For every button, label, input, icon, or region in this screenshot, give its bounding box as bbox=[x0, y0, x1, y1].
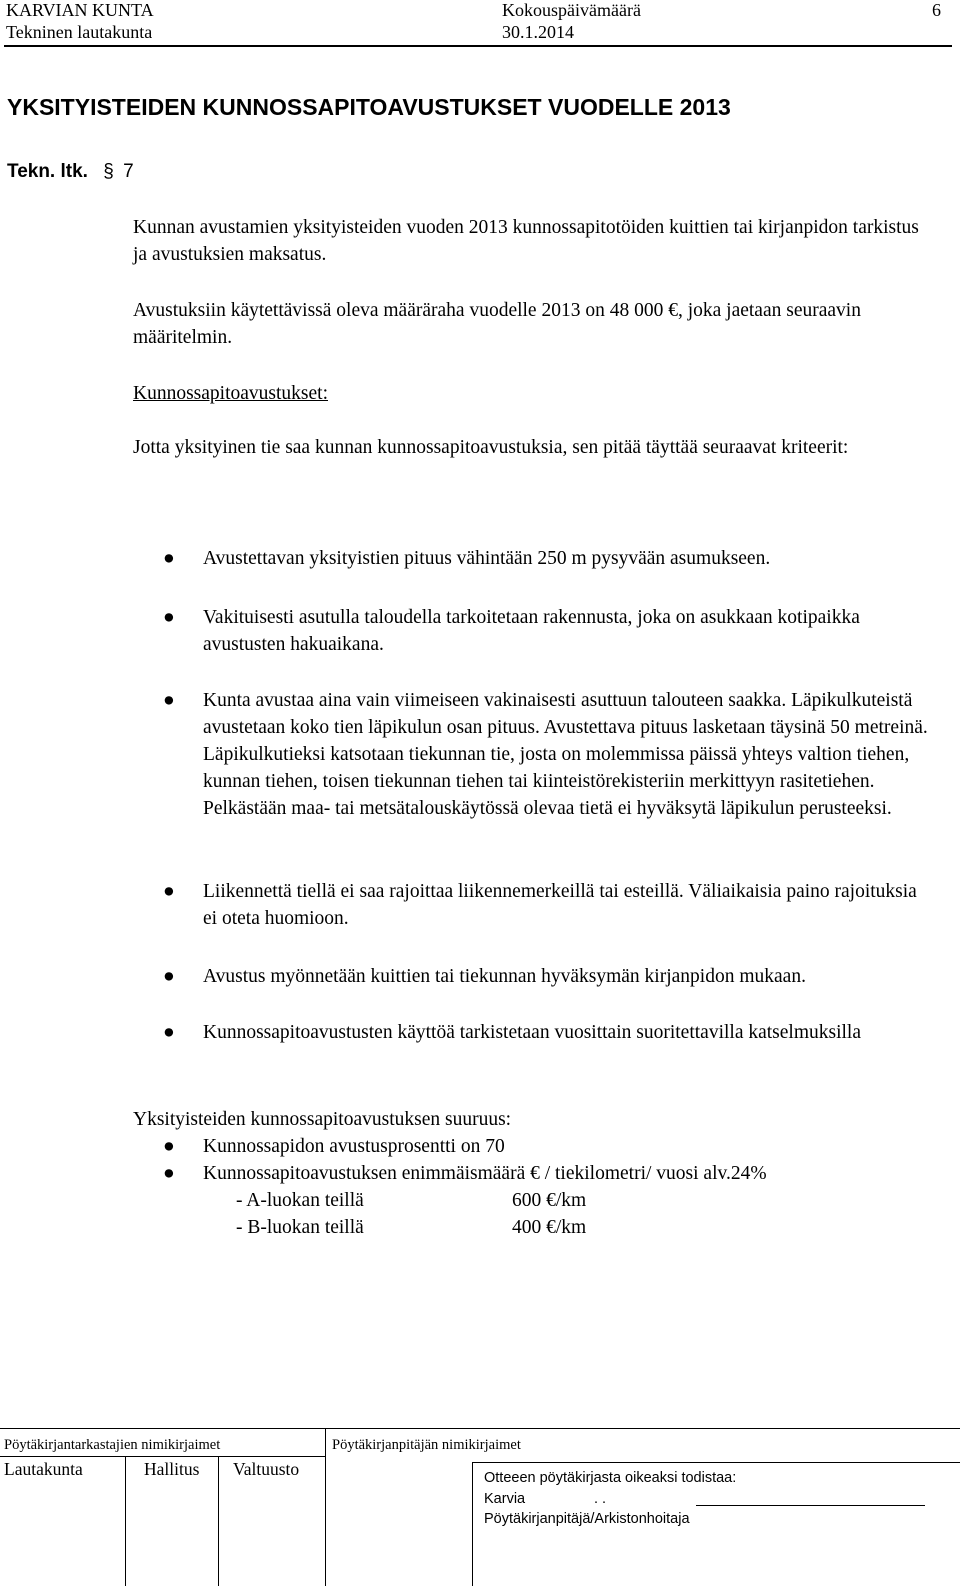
board-hallitus: Hallitus bbox=[144, 1459, 200, 1479]
subheading-maintenance: Kunnossapitoavustukset: bbox=[133, 383, 328, 404]
criteria-list bbox=[163, 1019, 933, 1046]
criteria-list bbox=[163, 604, 933, 658]
rate-a-label: - A-luokan teillä bbox=[236, 1190, 364, 1211]
footer-divider bbox=[325, 1428, 326, 1586]
place-text: Karvia bbox=[484, 1491, 526, 1507]
section-label: Tekn. ltk. bbox=[7, 161, 88, 182]
footer-col-line bbox=[218, 1456, 219, 1586]
page-title: YKSITYISTEIDEN KUNNOSSAPITOAVUSTUKSET VUODELLE 2013 bbox=[7, 94, 731, 120]
meeting-date: 30.1.2014 bbox=[502, 22, 574, 42]
budget-paragraph: Avustuksiin käytettävissä oleva määräraha vuodelle 2013 on 48 000 €, joka jaetaan seuraavin määritelmin. bbox=[133, 300, 861, 348]
criteria-list bbox=[163, 878, 933, 932]
rate-b-label: - B-luokan teillä bbox=[236, 1217, 364, 1238]
committee-name: Tekninen lautakunta bbox=[6, 22, 153, 42]
certify-box-top bbox=[472, 1462, 960, 1463]
list-item: ● Kunta avustaa aina vain viimeiseen vakinaisesti asuttuun talouteen saakka. Läpikulkuteistä avustetaan koko tien läpikulun osan pituus. Avustettava pituus lasketaan täysinä 50 metreinä. Läpikulkutieksi katsotaan tiekunnan tie, josta on molemmissa päissä yhteys valtion tiehen, kunnan tiehen, toisen tiekunnan tiehen tai kiinteistörekisteriin merkittyyn rasitetiehen. Pelkästään maa- tai metsätalouskäytössä olevaa tietä ei hyväksytä läpikulun perusteeksi. bbox=[163, 687, 933, 822]
criteria-list bbox=[163, 545, 933, 572]
list-item: ● Kunnossapitoavustusten käyttöä tarkistetaan vuosittain suoritettavilla katselmuksilla bbox=[163, 1019, 933, 1046]
certify-box-left bbox=[472, 1462, 473, 1586]
size-list bbox=[163, 1133, 933, 1187]
list-item: ● Avustettavan yksityistien pituus vähintään 250 m pysyvään asumukseen. bbox=[163, 545, 933, 572]
criteria-intro: Jotta yksityinen tie saa kunnan kunnossapitoavustuksia, sen pitää täyttää seuraavat kriteerit: bbox=[133, 437, 849, 458]
list-item: ● Avustus myönnetään kuittien tai tiekunnan hyväksymän kirjanpidon mukaan. bbox=[163, 963, 933, 990]
list-item: ● Vakituisesti asutulla taloudella tarkoitetaan rakennusta, joka on asukkaan kotipaikka avustusten hakuaikana. bbox=[163, 604, 933, 658]
criteria-list bbox=[163, 963, 933, 990]
certify-text: Otteeen pöytäkirjasta oikeaksi todistaa: bbox=[484, 1470, 737, 1486]
footer-col-line bbox=[125, 1456, 126, 1586]
bullet-icon: ● bbox=[163, 1136, 175, 1157]
bullet-icon: ● bbox=[163, 607, 175, 628]
list-item: ● Kunnossapidon avustusprosentti on 70 bbox=[163, 1133, 933, 1160]
role-text: Pöytäkirjanpitäjä/Arkistonhoitaja bbox=[484, 1511, 690, 1527]
rate-a-value: 600 €/km bbox=[512, 1190, 587, 1211]
board-lautakunta: Lautakunta bbox=[4, 1459, 83, 1479]
bullet-icon: ● bbox=[163, 1022, 175, 1043]
page-number: 6 bbox=[932, 0, 941, 20]
header-rule bbox=[4, 45, 952, 47]
secretary-label: Pöytäkirjanpitäjän nimikirjaimet bbox=[332, 1437, 521, 1453]
date-label: Kokouspäivämäärä bbox=[502, 0, 641, 20]
checkers-label: Pöytäkirjantarkastajien nimikirjaimet bbox=[4, 1437, 221, 1453]
bullet-icon: ● bbox=[163, 1163, 175, 1184]
bullet-icon: ● bbox=[163, 881, 175, 902]
section-number: 7 bbox=[123, 161, 134, 182]
bullet-icon: ● bbox=[163, 966, 175, 987]
criteria-list bbox=[163, 687, 933, 822]
section-symbol: § bbox=[103, 161, 114, 182]
bullet-icon: ● bbox=[163, 548, 175, 569]
board-valtuusto: Valtuusto bbox=[233, 1459, 300, 1479]
list-item: ● Kunnossapitoavustuksen enimmäismäärä € / tiekilometri/ vuosi alv.24% bbox=[163, 1160, 933, 1187]
section-ref bbox=[7, 161, 134, 183]
signature-line bbox=[696, 1505, 925, 1506]
size-heading: Yksityisteiden kunnossapitoavustuksen suuruus: bbox=[133, 1109, 512, 1130]
bullet-icon: ● bbox=[163, 690, 175, 711]
rate-b-value: 400 €/km bbox=[512, 1217, 587, 1238]
footer-top-rule bbox=[0, 1428, 960, 1429]
list-item: ● Liikennettä tiellä ei saa rajoittaa liikennemerkeillä tai esteillä. Väliaikaisia paino rajoituksia ei oteta huomioon. bbox=[163, 878, 933, 932]
signature-dots: . . bbox=[594, 1491, 607, 1507]
org-name: KARVIAN KUNTA bbox=[6, 0, 154, 20]
intro-paragraph: Kunnan avustamien yksityisteiden vuoden 2013 kunnossapitotöiden kuittien tai kirjanpidon tarkistus ja avustuksien maksatus. bbox=[133, 217, 919, 265]
